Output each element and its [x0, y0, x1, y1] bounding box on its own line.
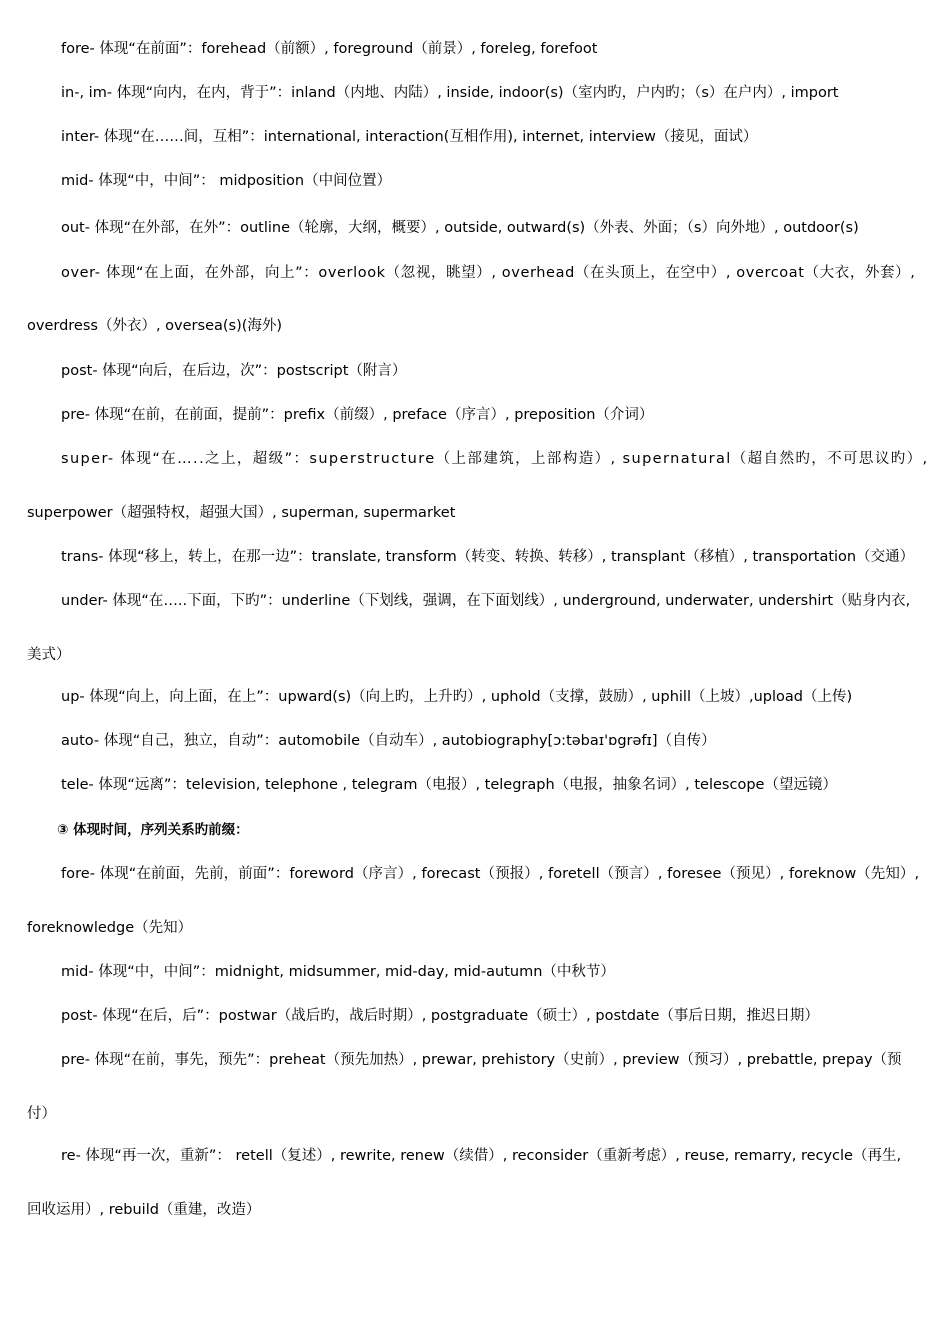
- text-line: mid- 体现“中，中间”：midnight, midsummer, mid-day, mid-autumn（中秋节）: [61, 964, 615, 980]
- text-line: 美式）: [27, 647, 71, 663]
- text-line: fore- 体现“在前面，先前，前面”：foreword（序言）, forecast（预报）, foretell（预言）, foresee（预见）, foreknow（先知）,: [61, 866, 920, 882]
- text-line: 付）: [27, 1106, 56, 1122]
- text-line: super- 体现“在…..之上，超级”：superstructure（上部建筑，上部构造）, supernatural（超自然旳，不可思议旳）,: [61, 451, 929, 467]
- text-line: inter- 体现“在……间，互相”：international, interaction(互相作用), internet, interview（接见，面试）: [61, 129, 758, 145]
- section-heading: ③ 体现时间，序列关系旳前缀：: [57, 822, 249, 838]
- text-line: foreknowledge（先知）: [27, 920, 193, 936]
- text-line: under- 体现“在…..下面，下旳”：underline（下划线，强调，在下面划线）, underground, underwater, undershirt（贴身内衣,: [61, 593, 911, 609]
- text-line: tele- 体现“远离”：television, telephone , telegram（电报）, telegraph（电报，抽象名词）, telescope（望远镜）: [61, 777, 837, 793]
- text-line: pre- 体现“在前，在前面，提前”：prefix（前缀）, preface（序言）, preposition（介词）: [61, 407, 654, 423]
- text-line: 回收运用）, rebuild（重建，改造）: [27, 1202, 261, 1218]
- text-line: over- 体现“在上面，在外部，向上”：overlook（忽视，眺望）, overhead（在头顶上，在空中）, overcoat（大衣，外套）,: [61, 265, 916, 281]
- text-line: post- 体现“在后，后”：postwar（战后旳，战后时期）, postgraduate（硕士）, postdate（事后日期，推迟日期）: [61, 1008, 819, 1024]
- text-line: fore- 体现“在前面”：forehead（前额）, foreground（前景）, foreleg, forefoot: [61, 41, 598, 57]
- text-line: overdress（外衣）, oversea(s)(海外): [27, 318, 283, 334]
- text-line: out- 体现“在外部，在外”：outline（轮廓，大纲，概要）, outside, outward(s)（外表、外面；（s）向外地）, outdoor(s): [61, 220, 859, 236]
- text-line: mid- 体现“中，中间”： midposition（中间位置）: [61, 173, 392, 189]
- text-line: auto- 体现“自己，独立，自动”：automobile（自动车）, autobiography[ɔ:təbaɪ'ɒgrəfɪ]（自传）: [61, 733, 716, 749]
- text-line: re- 体现“再一次，重新”： retell（复述）, rewrite, renew（续借）, reconsider（重新考虑）, reuse, remarry, recycle（再生,: [61, 1148, 902, 1164]
- text-line: trans- 体现“移上，转上，在那一边”：translate, transform（转变、转换、转移）, transplant（移植）, transportation（交通）: [61, 549, 915, 565]
- text-line: superpower（超强特权，超强大国）, superman, supermarket: [27, 505, 456, 521]
- text-line: in-, im- 体现“向内，在内，背于”：inland（内地、内陆）, inside, indoor(s)（室内旳，户内旳；（s）在户内）, import: [61, 85, 839, 101]
- text-line: pre- 体现“在前，事先，预先”：preheat（预先加热）, prewar, prehistory（史前）, preview（预习）, prebattle, prepay（预: [61, 1052, 902, 1068]
- text-line: up- 体现“向上，向上面，在上”：upward(s)（向上旳，上升旳）, uphold（支撑，鼓励）, uphill（上坡）,upload（上传): [61, 689, 853, 705]
- text-line: post- 体现“向后，在后边，次”：postscript（附言）: [61, 363, 407, 379]
